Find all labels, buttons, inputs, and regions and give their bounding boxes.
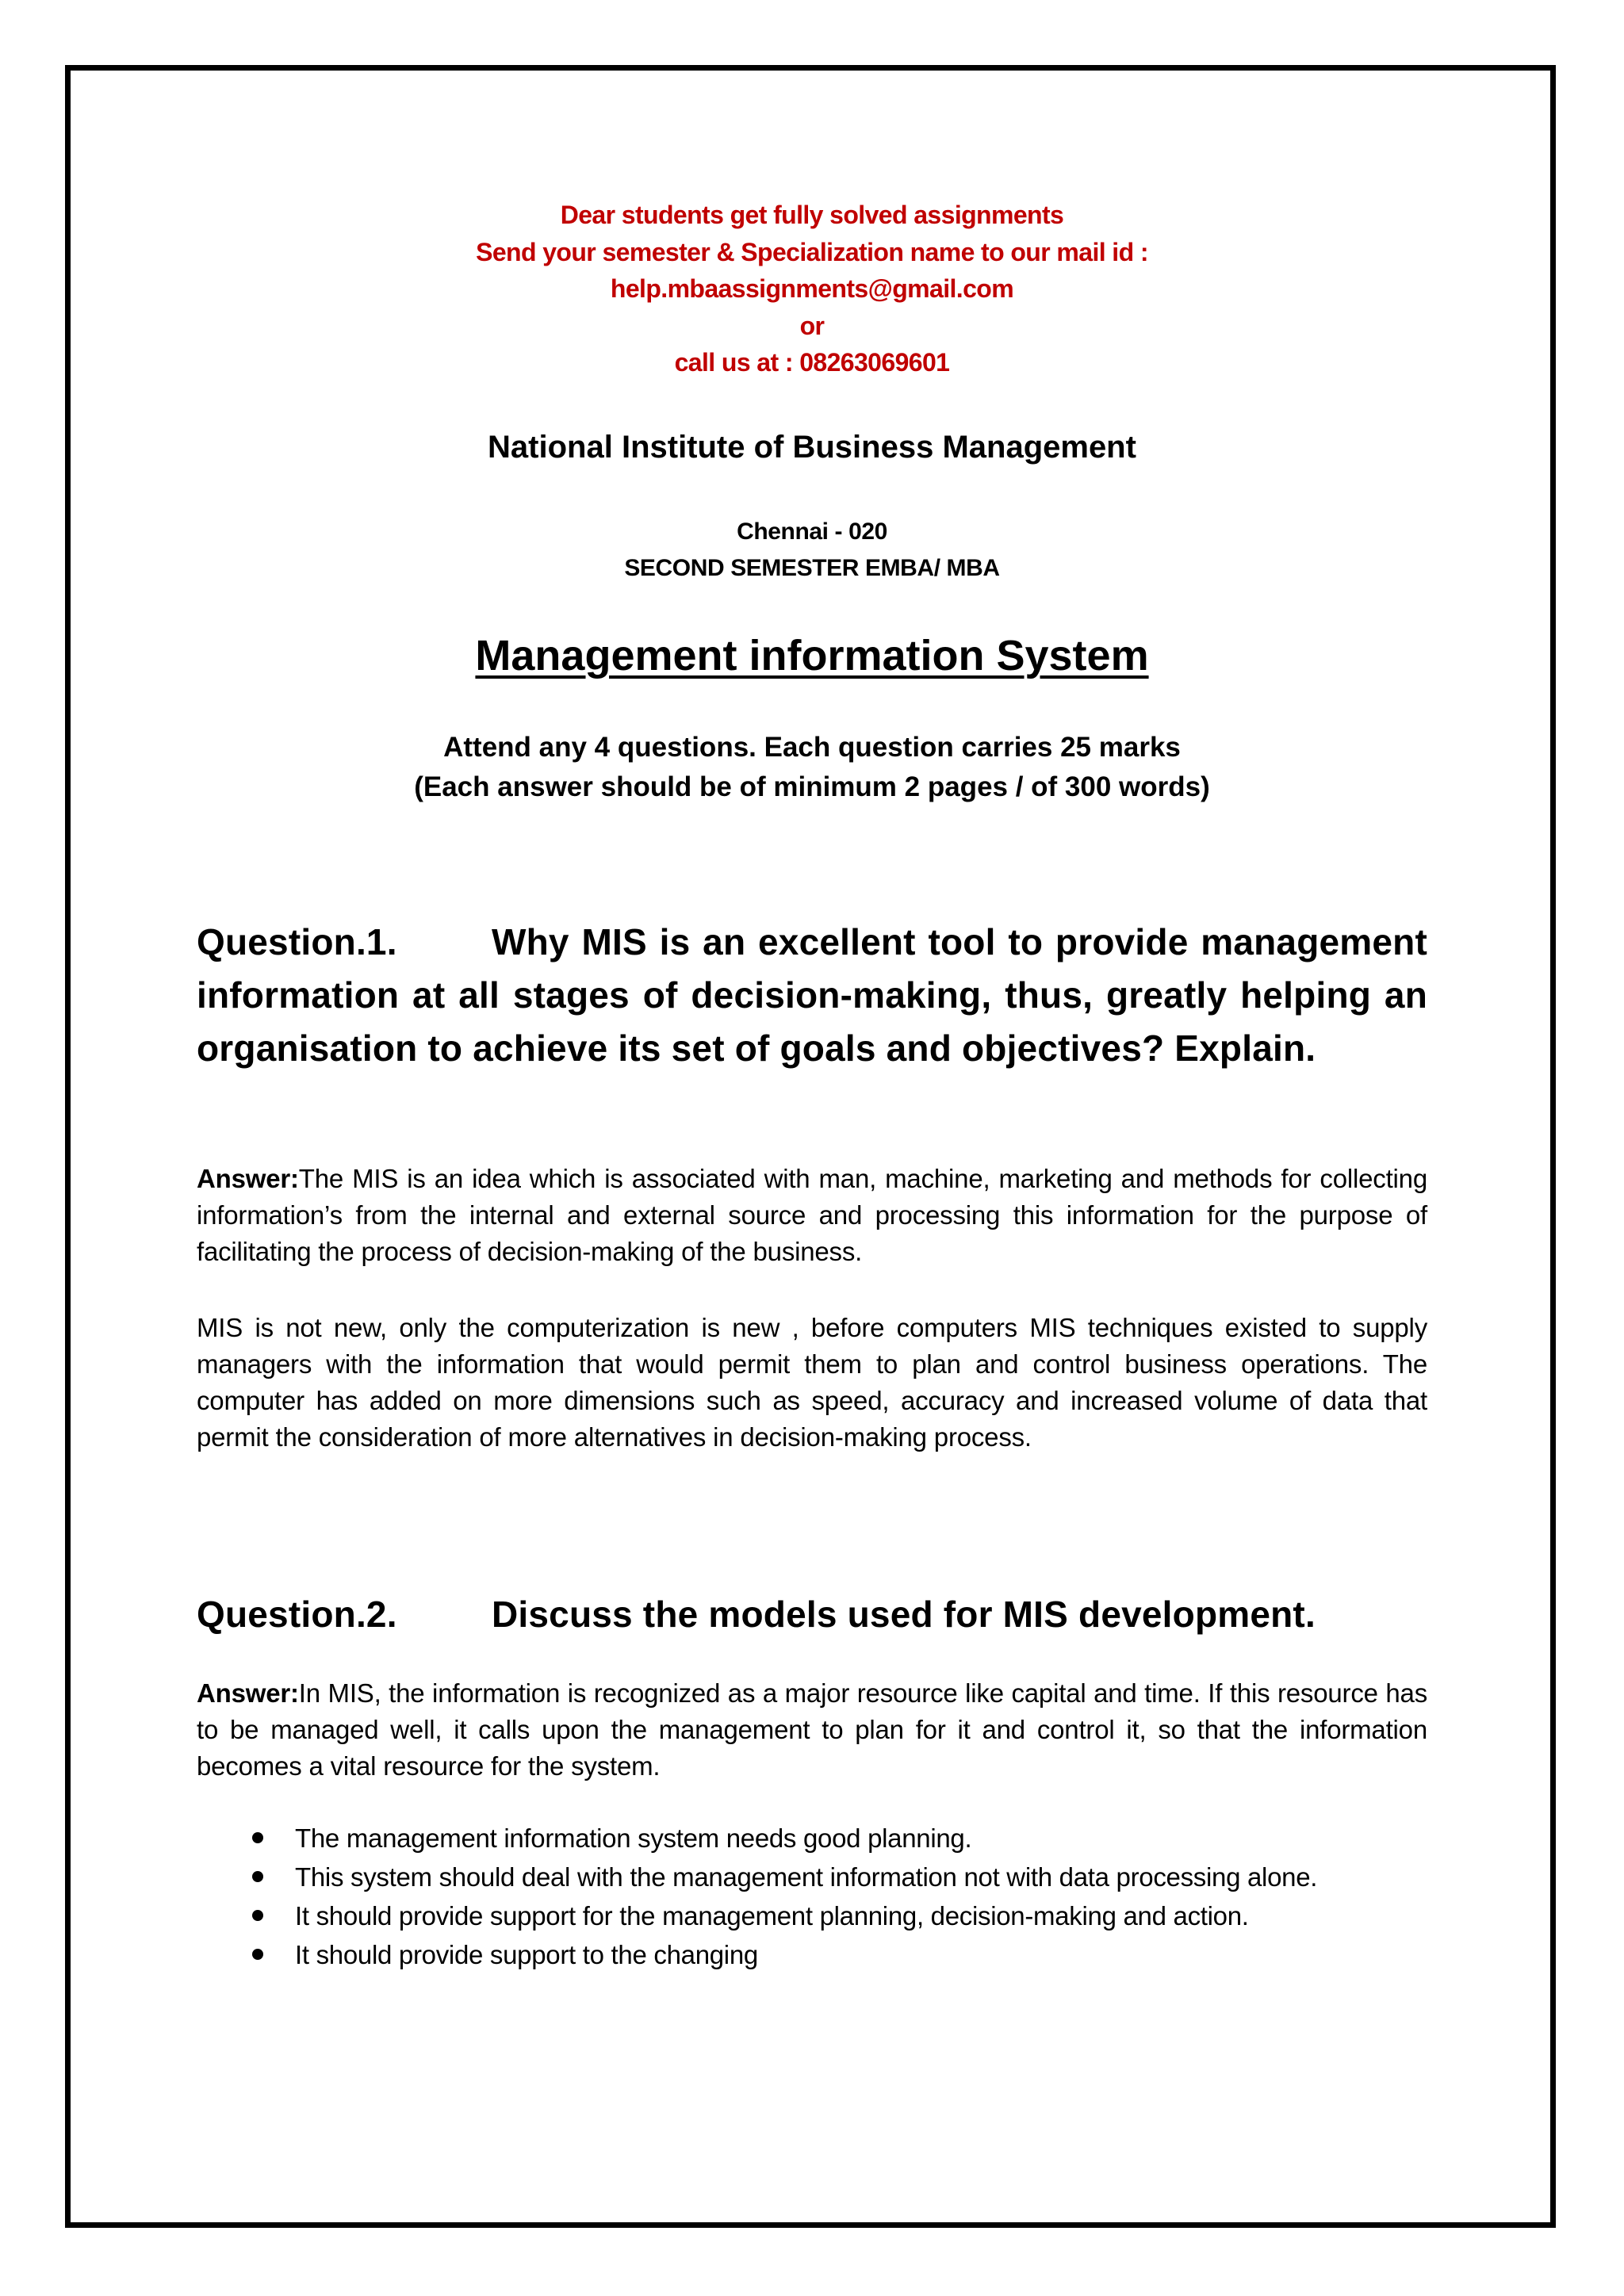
question-1-block (197, 916, 1427, 1075)
question-2-text: Discuss the models used for MIS development. (492, 1594, 1316, 1635)
question-1-label: Question.1. (197, 921, 397, 962)
semester-label: SECOND SEMESTER EMBA/ MBA (624, 555, 1000, 581)
answer-paragraph (197, 1675, 1427, 1785)
list-item: This system should deal with the management information not with data processing alone. (197, 1858, 1427, 1896)
promo-line-2: Send your semester & Specialization name to our mail id : (476, 237, 1148, 266)
instruction-line-2: (Each answer should be of minimum 2 pages / of 300 words) (414, 771, 1210, 802)
list-item: It should provide support to the changing (197, 1935, 1427, 1974)
question-2-bullets (197, 1819, 1427, 1974)
bullet-icon (252, 1832, 263, 1843)
question-2-heading (197, 1588, 1427, 1641)
question-2-label: Question.2. (197, 1594, 397, 1635)
answer-text: In MIS, the information is recognized as a major resource like capital and time. If this resource has to be managed well, it calls upon the management to plan for it and control it, so that the information becomes a vital resource for the system. (197, 1678, 1427, 1781)
bullet-icon (252, 1871, 263, 1882)
answer-text: The MIS is an idea which is associated with man, machine, marketing and methods for collecting information’s from the internal and external source and processing this information for the purpose of facilitating the process of decision-making of the business. (197, 1164, 1427, 1266)
answer-paragraph (197, 1161, 1427, 1270)
subject-title (0, 628, 1624, 683)
promo-phone: call us at : 08263069601 (674, 348, 950, 377)
subject-title-text: Management information System (475, 632, 1149, 679)
answer-label: Answer: (197, 1164, 299, 1193)
question-2-answer (197, 1675, 1427, 1785)
promo-email: help.mbaassignments@gmail.com (610, 274, 1014, 303)
bullet-list (197, 1819, 1427, 1974)
promo-or: or (799, 311, 825, 340)
answer-paragraph: MIS is not new, only the computerization is new , before computers MIS techniques existed to supply managers with the information that would permit them to plan and control business operations. The computer has added on more dimensions such as speed, accuracy and increased volume of data that permit the consideration of more alternatives in decision-making process. (197, 1313, 1427, 1452)
list-item: It should provide support for the management planning, decision-making and action. (197, 1896, 1427, 1935)
promo-line-1: Dear students get fully solved assignments (560, 201, 1064, 229)
answer-label: Answer: (197, 1678, 299, 1708)
question-2-block (197, 1588, 1427, 1641)
bullet-icon (252, 1910, 263, 1921)
institute-details (0, 514, 1624, 587)
list-item: The management information system needs good planning. (197, 1819, 1427, 1858)
exam-instructions (0, 728, 1624, 807)
instruction-line-1: Attend any 4 questions. Each question carries 25 marks (443, 732, 1181, 763)
institute-city: Chennai - 020 (737, 519, 887, 545)
bullet-icon (252, 1949, 263, 1960)
question-1-text: Why MIS is an excellent tool to provide management information at all stages of decision-making, thus, greatly helping an organisation to achieve its set of goals and objectives? Explain. (197, 921, 1427, 1069)
promo-block (0, 197, 1624, 381)
question-1-answer-continued (197, 1310, 1427, 1456)
question-1-heading (197, 916, 1427, 1075)
institute-name: National Institute of Business Management (488, 430, 1136, 465)
question-1-answer (197, 1161, 1427, 1270)
